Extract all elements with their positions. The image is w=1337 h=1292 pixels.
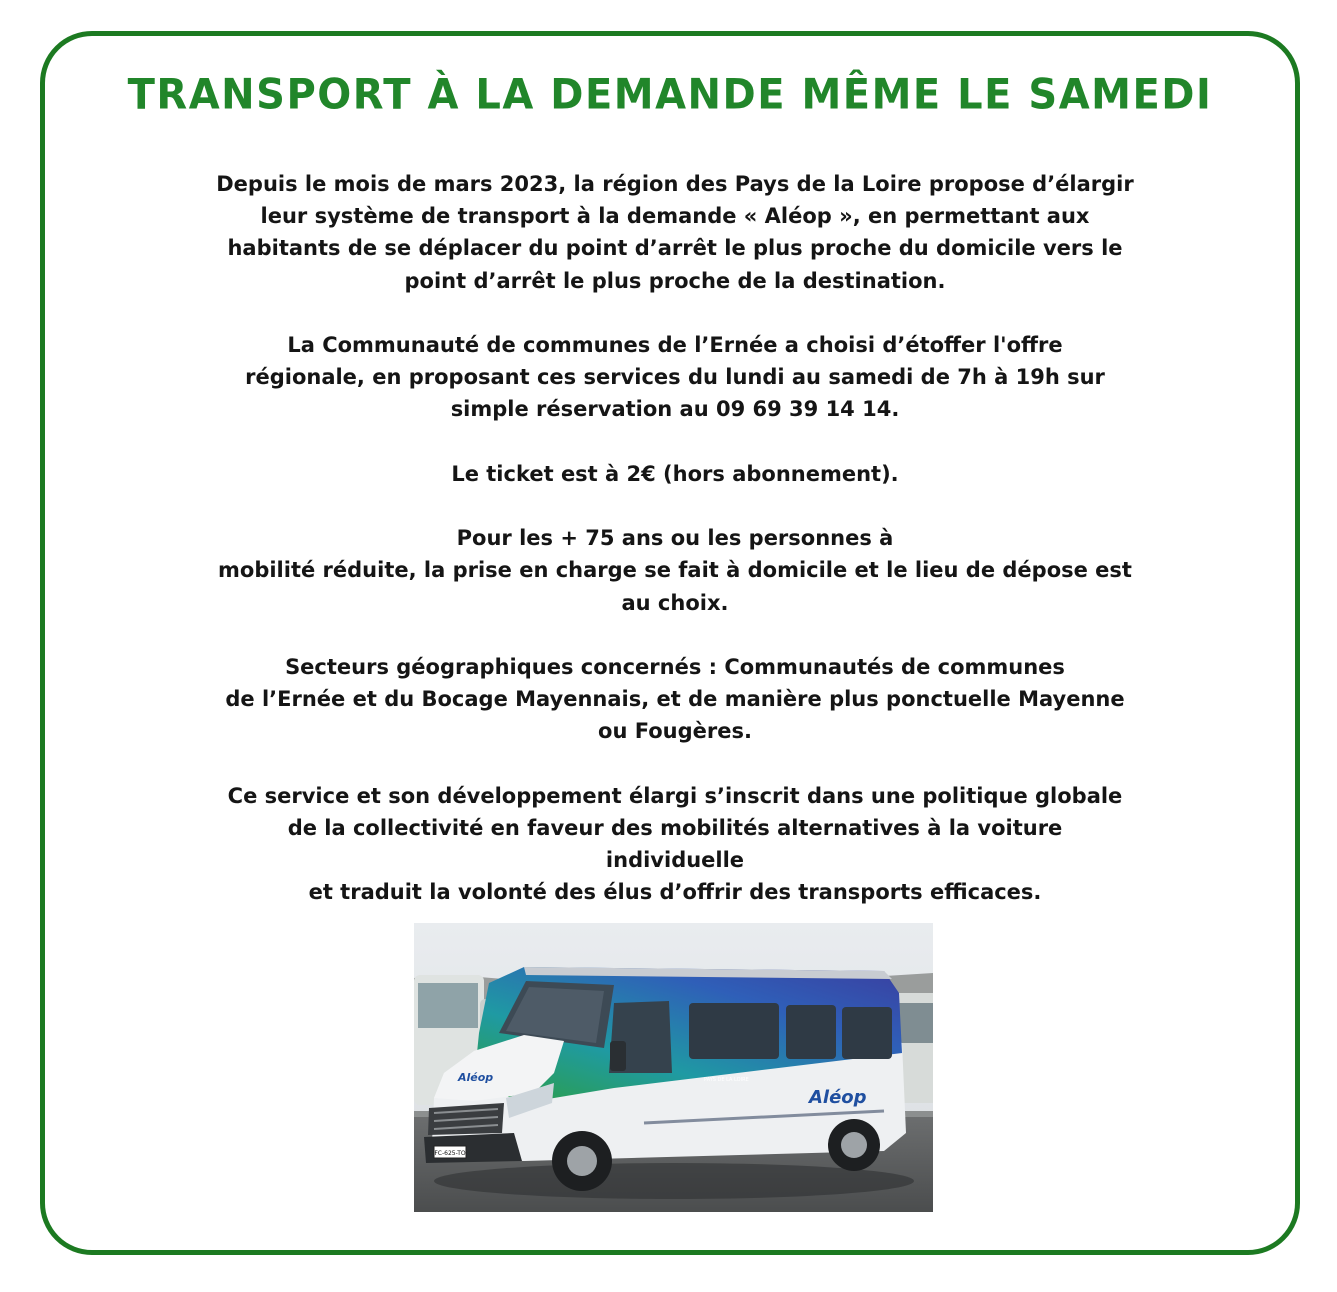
paragraph-policy	[180, 780, 1170, 909]
text-line: individuelle	[605, 848, 745, 873]
text-line: régionale, en proposant ces services du lundi au samedi de 7h à 19h sur	[245, 365, 1105, 390]
text-line: Secteurs géographiques concernés : Communautés de communes	[285, 654, 1065, 679]
text-line: leur système de transport à la demande « Aléop », en permettant aux	[260, 204, 1090, 229]
paragraph-intro	[180, 168, 1170, 297]
text-line: Depuis le mois de mars 2023, la région des Pays de la Loire propose d’élargir	[216, 172, 1134, 196]
paragraph-service-hours	[180, 329, 1170, 426]
svg-text:FC-625-TO: FC-625-TO	[434, 1150, 466, 1157]
svg-text:Aléop: Aléop	[809, 1087, 867, 1108]
text-line: au choix.	[621, 590, 729, 615]
minibus-photo	[414, 923, 933, 1212]
text-line: point d’arrêt le plus proche de la destination.	[404, 268, 946, 293]
article-body	[180, 168, 1170, 941]
text-line: Pour les + 75 ans ou les personnes à	[456, 526, 894, 551]
text-line: et traduit la volonté des élus d’offrir des transports efficaces.	[308, 880, 1042, 905]
svg-text:Aléop: Aléop	[458, 1071, 494, 1084]
paragraph-sectors	[180, 651, 1170, 748]
text-line: de l’Ernée et du Bocage Mayennais, et de manière plus ponctuelle Mayenne	[225, 687, 1125, 712]
text-line: ou Fougères.	[598, 719, 752, 744]
text-line: Ce service et son développement élargi s’inscrit dans une politique globale	[227, 783, 1123, 808]
page-title: TRANSPORT À LA DEMANDE MÊME LE SAMEDI	[127, 70, 1213, 120]
svg-text:PAYS DE LA LOIRE: PAYS DE LA LOIRE	[704, 1077, 749, 1083]
text-line: simple réservation au 09 69 39 14 14.	[450, 397, 900, 422]
text-line: de la collectivité en faveur des mobilités alternatives à la voiture	[287, 815, 1063, 840]
text-line: Le ticket est à 2€ (hors abonnement).	[451, 461, 899, 486]
text-line: La Communauté de communes de l’Ernée a choisi d’étoffer l'offre	[287, 333, 1063, 357]
text-line: mobilité réduite, la prise en charge se fait à domicile et le lieu de dépose est	[218, 558, 1132, 583]
paragraph-ticket-price	[180, 458, 1170, 490]
paragraph-reduced-mobility	[180, 522, 1170, 619]
text-line: habitants de se déplacer du point d’arrêt le plus proche du domicile vers le	[227, 236, 1123, 261]
